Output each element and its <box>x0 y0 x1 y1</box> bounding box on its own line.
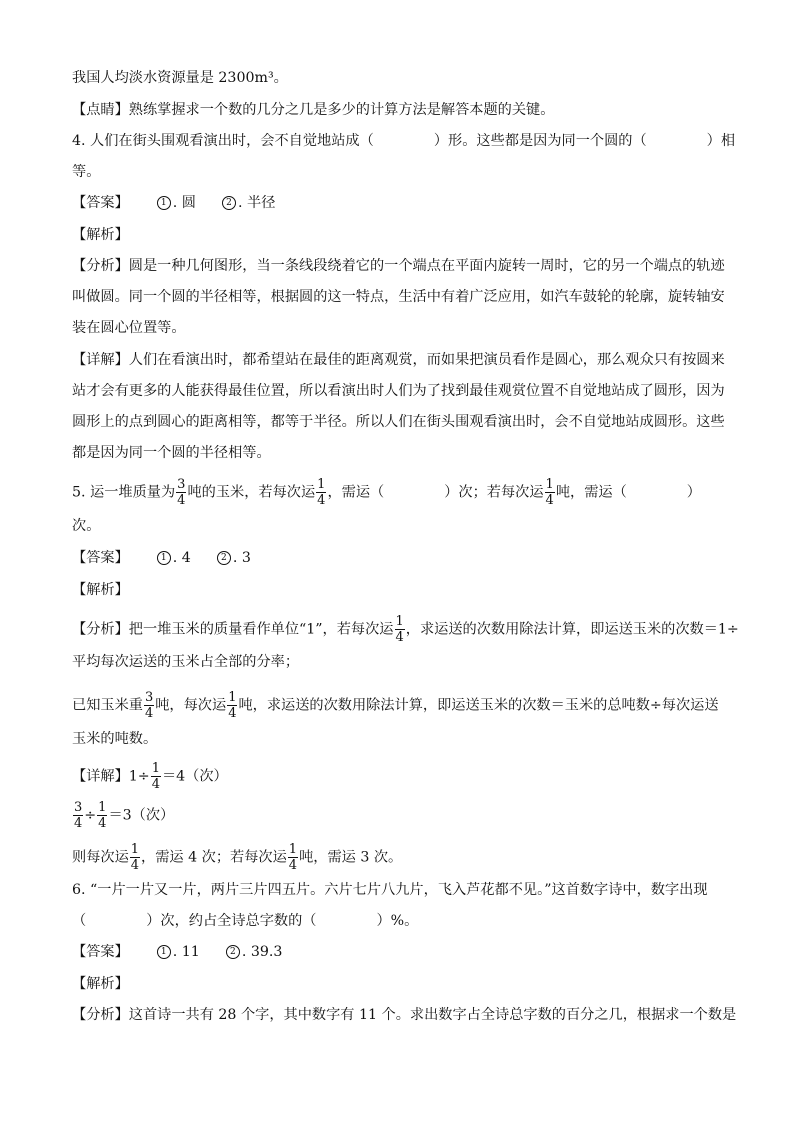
circled-number: 1 <box>157 551 171 565</box>
analysis-line: 平均每次运送的玉米占全部的分率； <box>72 654 300 670</box>
detail-line: 站才会有更多的人能获得最佳位置，所以看演出时人们为了找到最佳观赏位置不自觉地站成了圆形，因为 <box>72 383 725 399</box>
analysis-line: 已知玉米重 $\frac{3}{4}$ 吨，每次运 $\frac{1}{4}$ 吨，求运送的次数用除法计算，即运送玉米的次数＝玉米的总吨数÷每次运送 <box>72 690 719 721</box>
circled-number: 2 <box>226 945 240 959</box>
detail-line: $\frac{3}{4}$ ÷ $\frac{1}{4}$ ＝3（次） <box>74 800 175 831</box>
question-6-cont: （ ）次，约占全诗总字数的（ ）%。 <box>72 913 419 929</box>
fraction: $\frac{1}{4}$ <box>317 477 326 508</box>
analysis-line: 【分析】把一堆玉米的质量看作单位“1”，若每次运 $\frac{1}{4}$ ，求运送的次数用除法计算，即运送玉米的次数＝1÷ <box>72 614 739 645</box>
question-4-cont: 等。 <box>72 164 101 180</box>
fraction: $\frac{1}{4}$ <box>545 477 554 508</box>
detail-line: 【详解】人们在看演出时，都希望站在最佳的距离观赏，而如果把演员看作是圆心，那么观众只有按圆来 <box>72 352 725 368</box>
fraction: $\frac{1}{4}$ <box>395 614 404 645</box>
fraction: $\frac{1}{4}$ <box>228 690 237 721</box>
analysis-line: 装在圆心位置等。 <box>72 320 186 336</box>
fraction: $\frac{1}{4}$ <box>98 800 107 831</box>
jiexi-line: 【解析】 <box>72 582 129 598</box>
analysis-line: 【分析】这首诗一共有 28 个字，其中数字有 11 个。求出数字占全诗总字数的百分之几，根据求一个数是 <box>72 1007 737 1023</box>
question-5: 5. 运一堆质量为 $\frac{3}{4}$ 吨的玉米，若每次运 $\frac{1}{4}$ ，需运（ ）次；若每次运 $\frac{1}{4}$ 吨，需运（ ） <box>72 477 701 508</box>
question-5-cont: 次。 <box>72 518 101 534</box>
analysis-line: 叫做圆。同一个圆的半径相等，根据圆的这一特点，生活中有着广泛应用，如汽车鼓轮的轮廓，旋转轴安 <box>72 289 725 305</box>
detail-line: 都是因为同一个圆的半径相等。 <box>72 445 271 461</box>
analysis-line: 玉米的吨数。 <box>72 731 158 747</box>
fraction: $\frac{3}{4}$ <box>74 800 83 831</box>
answer-line: 【答案】 1 . 圆 2 . 半径 <box>72 195 276 211</box>
circled-number: 1 <box>157 945 171 959</box>
detail-line: 【详解】1÷ $\frac{1}{4}$ ＝4（次） <box>72 761 228 792</box>
detail-line: 圆形上的点到圆心的距离相等，都等于半径。所以人们在街头围观看演出时，会不自觉地站成圆形。这些 <box>72 414 725 430</box>
circled-number: 2 <box>222 196 236 210</box>
fraction: $\frac{1}{4}$ <box>288 842 298 873</box>
analysis-line: 【分析】圆是一种几何图形，当一条线段绕着它的一个端点在平面内旋转一周时，它的另一个端点的轨迹 <box>72 258 725 274</box>
fraction: $\frac{1}{4}$ <box>130 842 140 873</box>
answer-line: 【答案】 1 . 11 2 . 39.3 <box>72 944 283 960</box>
circled-number: 2 <box>217 551 231 565</box>
jiexi-line: 【解析】 <box>72 227 129 243</box>
jiexi-line: 【解析】 <box>72 976 129 992</box>
fraction: $\frac{3}{4}$ <box>177 477 186 508</box>
fraction: $\frac{1}{4}$ <box>151 761 160 792</box>
text-line: 我国人均淡水资源量是 2300m³。 <box>72 70 288 86</box>
question-6: 6. “一片一片又一片，两片三片四五片。六片七片八九片，飞入芦花都不见。”这首数字诗中，数字出现 <box>72 882 708 898</box>
detail-line: 则每次运 $\frac{1}{4}$ ，需运 4 次；若每次运 $\frac{1}{4}$ 吨，需运 3 次。 <box>72 842 403 873</box>
circled-number: 1 <box>157 196 171 210</box>
answer-line: 【答案】 1 . 4 2 . 3 <box>72 550 251 566</box>
question-4: 4. 人们在街头围观看演出时，会不自觉地站成（ ）形。这些都是因为同一个圆的（ ）相 <box>72 133 736 149</box>
dianjing-line: 【点睛】熟练掌握求一个数的几分之几是多少的计算方法是解答本题的关键。 <box>72 102 555 118</box>
fraction: $\frac{3}{4}$ <box>144 690 154 721</box>
